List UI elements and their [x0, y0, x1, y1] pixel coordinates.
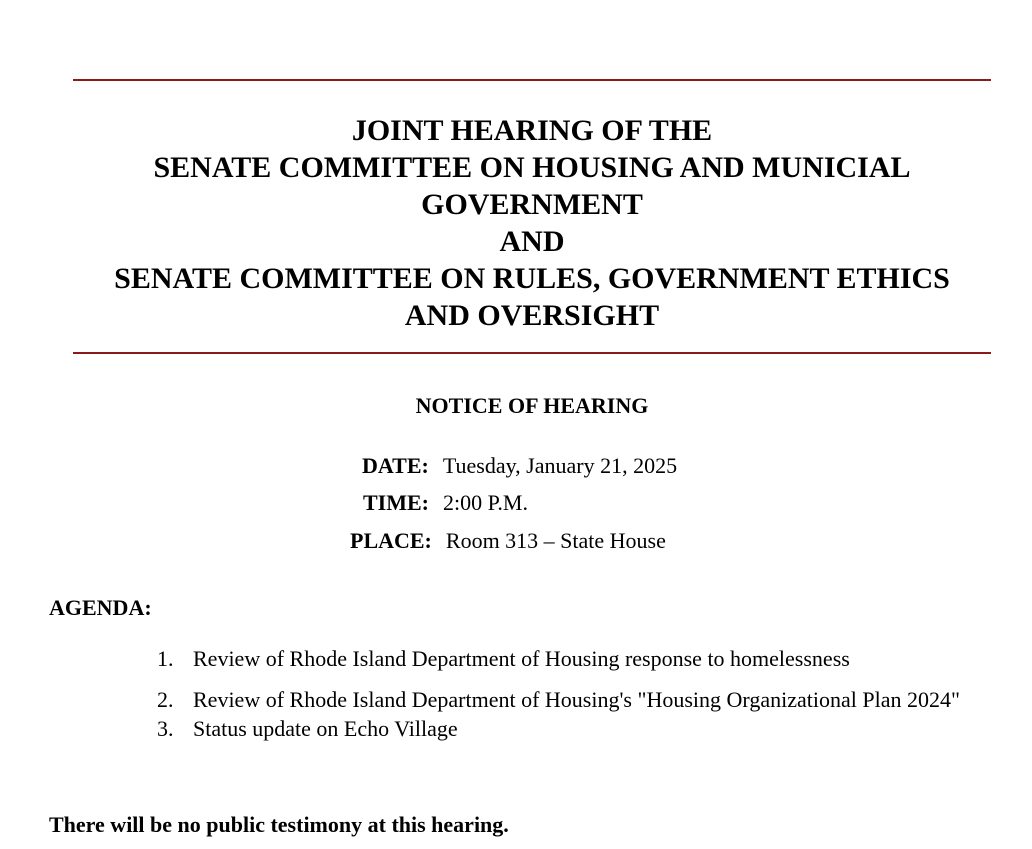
place-label: PLACE: [350, 528, 432, 553]
title-line-5: SENATE COMMITTEE ON RULES, GOVERNMENT ETHICS [114, 262, 950, 295]
title-line-4: AND [499, 225, 565, 258]
agenda-item-number: 3. [157, 716, 174, 741]
agenda-item [157, 687, 987, 713]
agenda-item-number: 1. [157, 646, 174, 671]
agenda-item [157, 716, 987, 742]
no-testimony-note: There will be no public testimony at this hearing. [49, 812, 509, 837]
title-line-1: JOINT HEARING OF THE [351, 114, 713, 147]
time-row [363, 490, 528, 516]
date-row [362, 453, 677, 479]
agenda-item-text: Review of Rhode Island Department of Housing's "Housing Organizational Plan 2024" [193, 687, 960, 712]
place-value: Room 313 – State House [445, 528, 666, 553]
place-row [350, 528, 666, 554]
title-line-3: GOVERNMENT [421, 188, 643, 221]
agenda-heading: AGENDA: [49, 595, 152, 620]
date-value: Tuesday, January 21, 2025 [442, 453, 678, 478]
date-label: DATE: [362, 453, 429, 478]
agenda-item-text: Status update on Echo Village [193, 716, 458, 741]
notice-heading: NOTICE OF HEARING [415, 393, 649, 418]
title-line-2: SENATE COMMITTEE ON HOUSING AND MUNICIAL [153, 151, 911, 184]
hearing-title [73, 112, 991, 334]
agenda-item-text: Review of Rhode Island Department of Housing response to homelessness [193, 646, 850, 671]
time-label: TIME: [363, 490, 429, 515]
header-top-rule [73, 79, 991, 81]
agenda-list [157, 646, 987, 742]
agenda-item [157, 646, 987, 672]
title-line-6: AND OVERSIGHT [404, 299, 660, 332]
time-value: 2:00 P.M. [443, 490, 528, 515]
agenda-item-number: 2. [157, 687, 174, 712]
header-bottom-rule [73, 352, 991, 354]
